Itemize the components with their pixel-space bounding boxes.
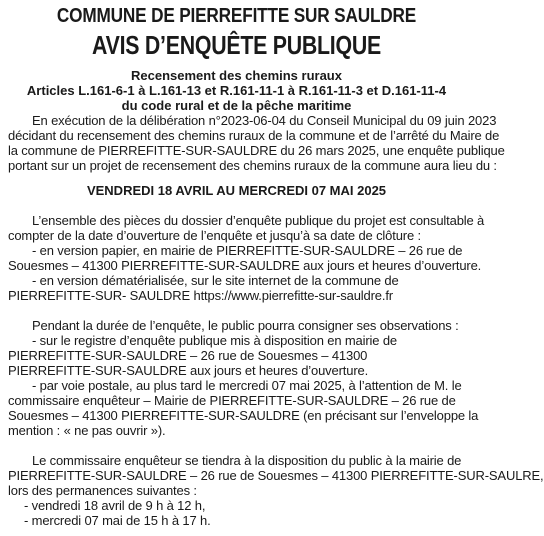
observations-line: Souesmes – 41300 PIERREFITTE-SUR-SAULDRE (en précisant sur l’enveloppe la <box>8 408 479 423</box>
consultation-line: L’ensemble des pièces du dossier d’enquête publique du projet est consultable à <box>32 213 485 228</box>
observations-line: - par voie postale, au plus tard le mercredi 07 mai 2025, à l’attention de M. le <box>32 378 462 393</box>
subheading-code: du code rural et de la pêche maritime <box>121 98 352 113</box>
observations-line: Pendant la durée de l’enquête, le public pourra consigner ses observations : <box>32 318 459 333</box>
consultation-line: Souesmes – 41300 PIERREFITTE-SUR-SAULDRE aux jours et heures d’ouverture. <box>8 258 482 273</box>
permanences-line: Le commissaire enquêteur se tiendra à la disposition du public à la mairie de <box>32 453 462 468</box>
enquiry-dates: VENDREDI 18 AVRIL AU MERCREDI 07 MAI 2025 <box>86 183 387 198</box>
observations-line: PIERREFITTE-SUR-SAULDRE aux jours et heures d’ouverture. <box>8 363 369 378</box>
observations-line: mention : « ne pas ouvrir »). <box>8 423 166 438</box>
consultation-line-website: PIERREFITTE-SUR- SAULDRE https://www.pierrefitte-sur-sauldre.fr <box>8 288 393 303</box>
observations-line: PIERREFITTE-SUR-SAULDRE – 26 rue de Souesmes – 41300 <box>8 348 368 363</box>
intro-paragraph-line: En exécution de la délibération n°2023-06-04 du Conseil Municipal du 09 juin 2023 <box>32 113 497 128</box>
commune-heading: COMMUNE DE PIERREFITTE SUR SAULDRE <box>56 5 417 27</box>
consultation-line: - en version papier, en mairie de PIERREFITTE-SUR-SAULDRE – 26 rue de <box>32 243 463 258</box>
permanences-line: lors des permanences suivantes : <box>8 483 197 498</box>
notice-title: AVIS D’ENQUÊTE PUBLIQUE <box>92 30 381 60</box>
permanence-slot: - vendredi 18 avril de 9 h à 12 h, <box>24 498 206 513</box>
consultation-line: - en version dématérialisée, sur le site internet de la commune de <box>32 273 399 288</box>
consultation-line: compter de la date d’ouverture de l’enquête et jusqu’à sa date de clôture : <box>8 228 421 243</box>
intro-paragraph-line: décidant du recensement des chemins ruraux de la commune et de l’arrêté du Maire de <box>8 128 500 143</box>
permanence-slot: - mercredi 07 mai de 15 h à 17 h. <box>24 513 211 528</box>
subheading-articles: Articles L.161-6-1 à L.161-13 et R.161-11-1 à R.161-11-3 et D.161-11-4 <box>26 83 447 98</box>
observations-line: commissaire enquêteur – Mairie de PIERREFITTE-SUR-SAULDRE – 26 rue de <box>8 393 456 408</box>
permanences-line: PIERREFITTE-SUR-SAULDRE – 26 rue de Souesmes – 41300 PIERREFITTE-SUR-SAULRE, <box>8 468 544 483</box>
subheading-line: Recensement des chemins ruraux <box>131 68 342 83</box>
intro-paragraph-line: la commune de PIERREFITTE-SUR-SAULDRE du 26 mars 2025, une enquête publique <box>8 143 505 158</box>
intro-paragraph-line: portant sur un projet de recensement des chemins ruraux de la commune aura lieu du : <box>8 158 497 173</box>
observations-line: - sur le registre d’enquête publique mis à disposition en mairie de <box>32 333 397 348</box>
